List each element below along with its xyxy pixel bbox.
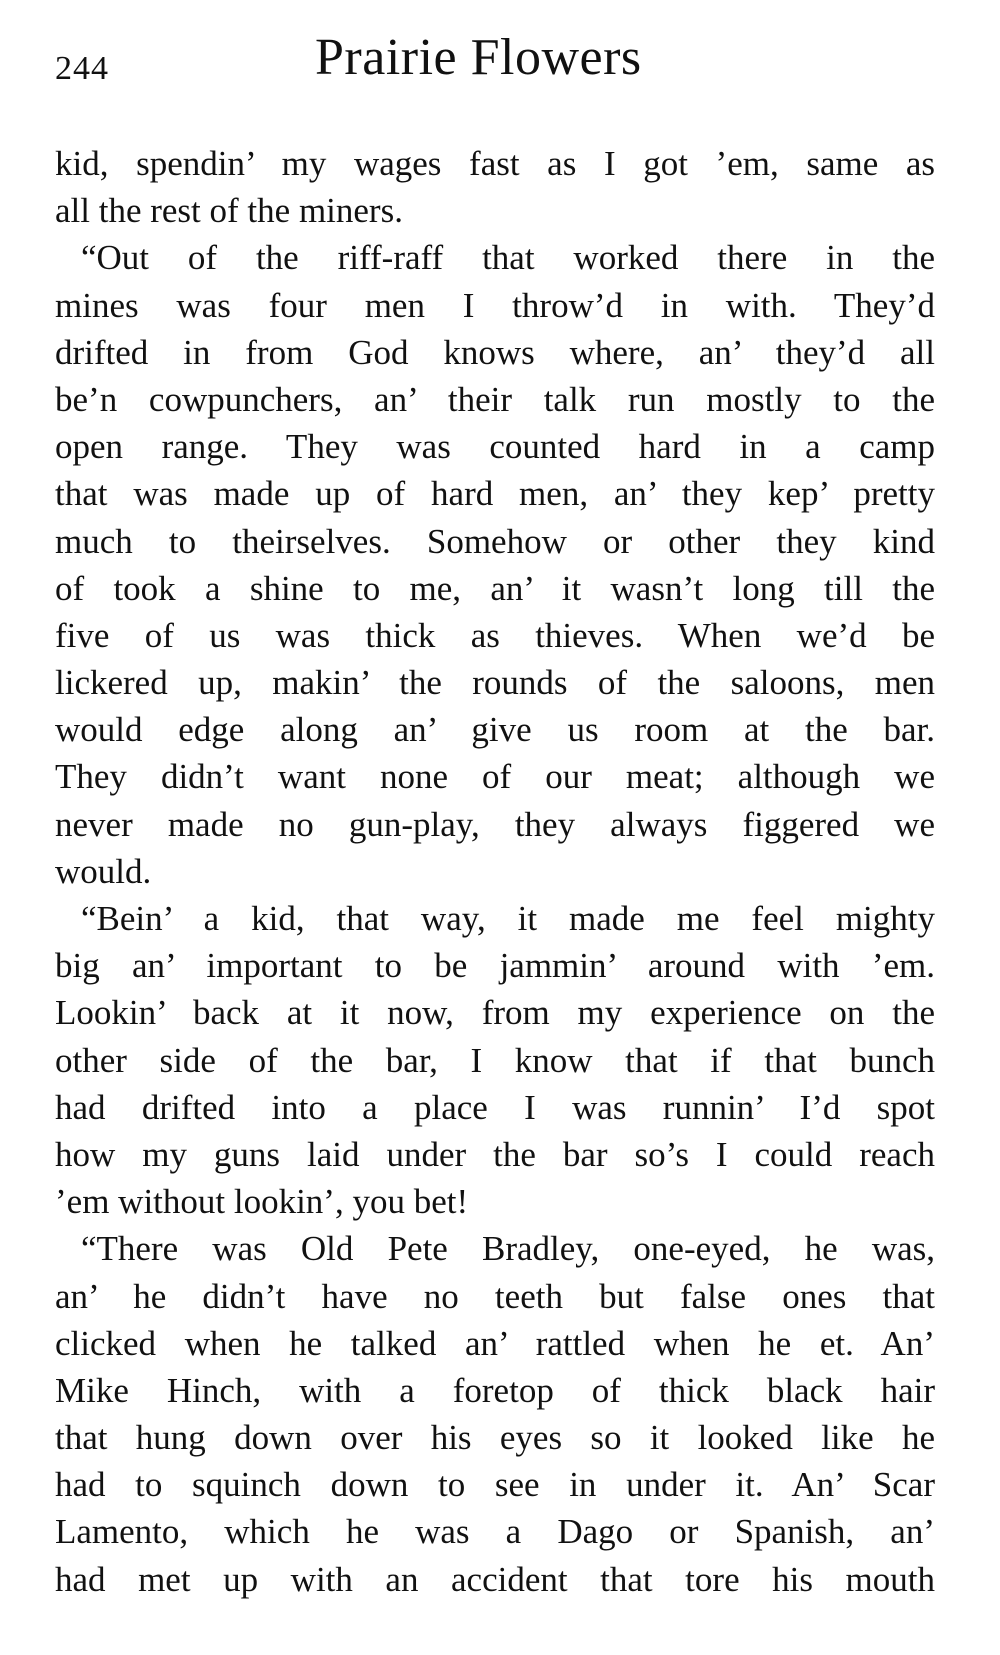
text-line: mines was four men I throw’d in with. They’d bbox=[55, 285, 935, 325]
text-line: would. bbox=[55, 851, 152, 891]
text-line: much to theirselves. Somehow or other they kind bbox=[55, 521, 935, 561]
text-line: an’ he didn’t have no teeth but false ones that bbox=[55, 1276, 935, 1316]
paragraph-first-line: “Out of the riff-raff that worked there in the bbox=[81, 238, 935, 278]
text-line: that hung down over his eyes so it looked like he bbox=[55, 1418, 935, 1458]
paragraph-first-line: “Bein’ a kid, that way, it made me feel mighty bbox=[81, 899, 935, 938]
text-line: all the rest of the miners. bbox=[55, 191, 403, 231]
text-line: would edge along an’ give us room at the bar. bbox=[55, 710, 935, 750]
text-line: drifted in from God knows where, an’ they’d all bbox=[55, 332, 935, 372]
text-line: never made no gun-play, they always figgered we bbox=[55, 804, 935, 844]
paragraph-first-line: “There was Old Pete Bradley, one-eyed, he was, bbox=[81, 1229, 935, 1269]
running-title: Prairie Flowers bbox=[315, 29, 642, 86]
text-line: be’n cowpunchers, an’ their talk run mostly to the bbox=[55, 379, 935, 419]
text-line: kid, spendin’ my wages fast as I got ’em, same as bbox=[55, 144, 935, 183]
text-line: clicked when he talked an’ rattled when he et. An’ bbox=[55, 1323, 935, 1363]
page-number: 244 bbox=[55, 50, 109, 87]
page-header bbox=[55, 28, 945, 98]
text-line: had drifted into a place I was runnin’ I’d spot bbox=[55, 1087, 935, 1127]
text-line: big an’ important to be jammin’ around with ’em. bbox=[55, 946, 935, 986]
text-line: five of us was thick as thieves. When we’d be bbox=[55, 615, 935, 655]
text-line: other side of the bar, I know that if that bunch bbox=[55, 1040, 935, 1080]
text-line: ’em without lookin’, you bet! bbox=[55, 1182, 469, 1222]
text-line: open range. They was counted hard in a camp bbox=[55, 427, 935, 467]
text-line: had met up with an accident that tore his mouth bbox=[55, 1559, 935, 1599]
body-text bbox=[55, 140, 935, 1603]
text-line: that was made up of hard men, an’ they kep’ pretty bbox=[55, 474, 935, 514]
text-line: how my guns laid under the bar so’s I could reach bbox=[55, 1134, 935, 1174]
text-line: Lookin’ back at it now, from my experience on the bbox=[55, 993, 935, 1033]
text-line: had to squinch down to see in under it. An’ Scar bbox=[55, 1465, 935, 1505]
text-line: Mike Hinch, with a foretop of thick black hair bbox=[55, 1370, 935, 1410]
text-line: lickered up, makin’ the rounds of the saloons, men bbox=[55, 663, 935, 703]
text-line: They didn’t want none of our meat; although we bbox=[55, 757, 935, 797]
text-line: Lamento, which he was a Dago or Spanish, an’ bbox=[55, 1512, 935, 1552]
text-line: of took a shine to me, an’ it wasn’t long till the bbox=[55, 568, 935, 608]
